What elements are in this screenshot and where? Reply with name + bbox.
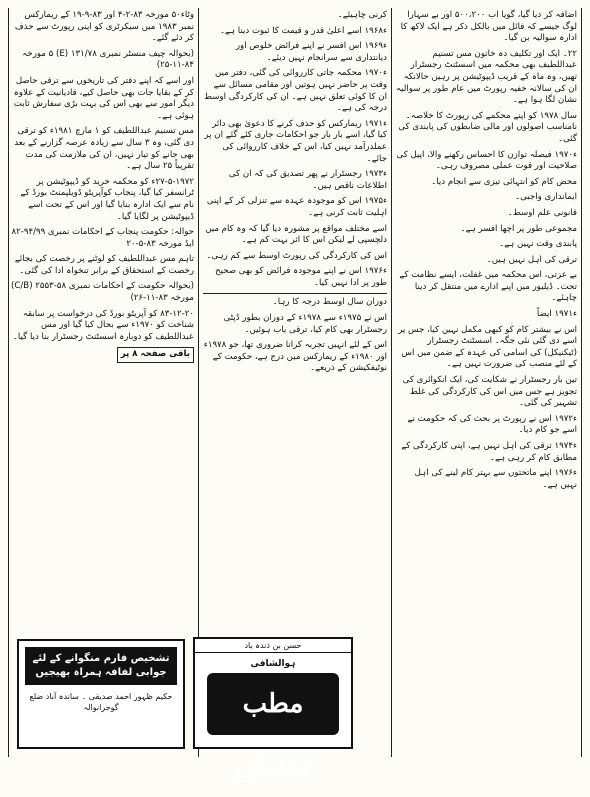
paragraph: (بحوالہ حکومت کے احکامات نمبری ۵۸-۲۵۵۳ (C/B) مورخہ ۸۳-۱۱-۲۶) [11, 281, 194, 304]
paragraph: ء۱۹۷۱ ایضاً [536, 309, 577, 320]
paragraph: ء۱۹۷۶ اپنے ماتحتوں سے بہتر کام لینے کی اہل نہیں ہے۔ [414, 468, 577, 490]
paragraph: ء۱۹۷۲ اس نے رپورٹ پر بحث کی کہ حکومت نے اسے جو کام دیا۔ [407, 413, 577, 436]
paragraph: ء۱۹۷۳ رجسٹرار نے پھر تصدیق کی کہ ان کی اطلاعات ناقص ہیں۔ [228, 169, 387, 191]
column-right [391, 8, 581, 757]
contact-line-2: جوابی لفافہ ہمراہ بھیجیں [35, 667, 167, 678]
paragraph: قانونی علم اوسط۔ [507, 207, 577, 218]
paragraph: ء۱۹۷۶ اس نے اپنے موجودہ فرائض کو بھی صحیح طور پر ادا نہیں کیا۔ [215, 266, 387, 288]
contact-box [17, 639, 185, 749]
paragraph: ء۱۹۶۸ اسے اعلیٰ قدر و قیمت کا ثبوت دینا ہے۔ [219, 25, 387, 36]
paragraph: مجموعی طور پر اچھا افسر ہے۔ [460, 223, 577, 234]
paragraph: اضافہ کر دیا گیا، گویا اب ۵۰۰،۲۰۰ اور بے سہارا لوگ جیسے کہ فائل میں بالکل ذکر ہے ایک لاکھ کا ادارہ سوالیہ بن گیا۔ [400, 10, 577, 44]
contact-address: حکیم ظہور احمد صدیقی ۔ ساندہ آباد ضلع گوجرانوالہ [29, 692, 173, 712]
paragraph: ۲۲۔ ایک اور تکلیف دہ خاتون مس تسنیم عبداللطیف بھی محکمہ میں اسسٹنٹ رجسٹرار تھیں، وہ ماہ کے قریب ڈیپوٹیشن پر رہیں حالانکہ ان کی سالانہ خفیہ رپورٹ میں عام طور پر سوالیہ نشان لگا ہوا ہے۔ [396, 48, 577, 106]
paragraph: ء۱۹۷۱ ریمارکس کو حذف کرنے کا دعویٰ بھی دائر کیا گیا، اسے بار بار جو احکامات جاری کئے گئے ان پر عملدرآمد نہیں کیا، اس کے خلاف کارروائی کی جائے۔ [204, 118, 387, 164]
paragraph: تاہم مس عبداللطیف کو لوٹنے پر رخصت کی بجائے رخصت کے استحقاق کے برابر تنخواہ ادا کی گئی۔ [14, 254, 194, 276]
contact-box-heading [25, 647, 177, 685]
paragraph: اسے مختلف مواقع پر مشورہ دیا گیا کہ وہ کام میں دلچسپی لے لیکن اس کا اثر بہت کم ہے۔ [205, 223, 387, 246]
clinic-advertisement [193, 637, 353, 781]
paragraph: ء۱۹۷۴ ترقی کی اہل نہیں ہے، اپنی کارکردگی کے مطابق کام کر رہی ہے۔ [401, 441, 577, 463]
paragraph: ایمانداری واجبی۔ [515, 192, 577, 203]
continued-note: باقی صفحہ ۸ پر [11, 347, 194, 363]
paragraph: ۲۷-۵-۱۹۷۲ء کو محکمہ خرید کو ڈیپوٹیشن پر ٹرانسفر کیا گیا، پنجاب کوآپریٹو ڈویلپمنٹ بورڈ کے نام سے ایک ادارہ بنایا گیا اور اس کے تحت اسے ڈیپوٹیشن پر لگایا گیا۔ [20, 176, 194, 222]
paragraph: ء۱۹۶۹ اس افسر نے اپنے فرائض خلوص اور دیانتداری سے سرانجام نہیں دیئے۔ [235, 41, 387, 63]
paragraph: پابندی وقت نہیں ہے۔ [499, 239, 577, 250]
paragraph: حوالہ: حکومت پنجاب کے احکامات نمبری ۹۴/۹۹-۸۲ ایڈ مورخہ ۸۳-۵-۲۰ [11, 227, 194, 249]
ad-subtitle: ہوالشافی [250, 659, 296, 669]
paragraph: اور اسے کہ اپنے دفتر کی تاریخوں سے ترقی حاصل کر کے بقایا جات بھی حاصل کیے، قادیانیت کے علاوہ دیگر امور سے بھی اس کی بہت بڑی سفارش ثابت ہوئی ہے۔ [13, 75, 194, 121]
paragraph: اس کے لئے انہیں تجربہ کرانا ضروری تھا، جو ۱۹۷۸ء اور ۱۹۸۰ء کے ریمارکس میں درج ہے، حکومت کے نوٹیفکیشن کے ذریعے۔ [203, 340, 387, 374]
clinic-logo: مطب صدیقی [207, 673, 339, 735]
paragraph: اس نے بیشتر کام کو کبھی مکمل نہیں کیا، جس پر اسے دی گئی نئی جگہ۔ اسسٹنٹ رجسٹرار (ٹیکنیکل) کی اسامی کی عہدہ کے ضمن میں اس کے لئے منصب کی ضرورت نہیں ہے۔ [398, 324, 577, 370]
paragraph: وٹاء۵۰ مورخہ ۸۳-۲-۴ اور ۸۳-۹-۱۹ کے ریمارکس نمبر ۱۹۸۳ میں سیکرٹری کو اپنی رپورٹ سے حذف کر دئے گئے۔ [14, 10, 194, 44]
paragraph: کرنی چاہیئے۔ [337, 10, 387, 20]
paragraph: بے عزتی، اس محکمہ میں غفلت، ایسے نظامت کے تحت۔ ڈیلیور میں اپنے ادارے میں منتقل کر دینا چاہئے۔ [399, 270, 577, 304]
paragraph: ء۱۹۷۰ فیصلہ توازن کا احساس رکھنے والا، اپیل کی صلاحیت اور قوت عملی مصروف رہی۔ [396, 149, 577, 172]
divider [203, 293, 387, 294]
paragraph: سال ۱۹۷۸ کو اپنے محکمے کی رپورٹ کا خلاصہ۔ نامناسب اصولوں اور مالی ضابطوں کی پابندی کی گئی۔ [398, 110, 577, 144]
paragraph: ۸۳-۱۲-۲۰ کو آپریٹو بورڈ کی درخواست پر سابقہ شناخت کو ۱۹۷۰ء سے بحال کیا گیا اور مس عبداللطیف کو دوبارہ اسسٹنٹ رجسٹرار بنا دیا گیا۔ [12, 308, 194, 342]
paragraph: محض کام کو انتہائی تیزی سے انجام دیا۔ [431, 176, 577, 187]
ad-top-text: حسن بن ذندہ باد [195, 639, 351, 653]
paragraph: ء۱۹۷۰ محکمہ جاتی کارروائی کی گئی، دفتر میں وقت پر حاضر نہیں ہوتیں اور مقامی مسائل سے ان کا کوئی تعلق نہیں ہے۔ ان کی کارکردگی اوسط درجہ کی ہے۔ [204, 68, 387, 114]
paragraph: اس کی کارکردگی کی رپورٹ اوسط سے کم رہی۔ [206, 250, 387, 261]
paragraph: مس تسنیم عبداللطیف کو ۱ مارچ ۱۹۸۱ء کو ترقی دی گئی، وہ ۳ سال سے زیادہ عرصہ گزارنے کے بعد بھی جانے کو تیار نہیں، ان کی ملازمت کی مدت تقریباً ۲۵ سال ہے۔ [14, 126, 194, 172]
paragraph: ء۱۹۷۵ اس کو موجودہ عہدہ سے تنزلی کر کے اپنی اہلیت ثابت کرنی ہے۔ [206, 196, 387, 218]
paragraph: ترقی کی اہل نہیں ہیں۔ [486, 254, 577, 265]
paragraph: دوران سال اوسط درجہ کا رہا۔ [272, 297, 387, 308]
contact-line-1: تشخیص فارم منگوانے کے لئے [32, 653, 170, 664]
paragraph: تین بار رجسٹرار نے شکایت کی، ایک انکوائری کی تجویز ہے جس میں اس کی کارکردگی کی غلط تشہیر کی گئی۔ [402, 375, 577, 409]
paragraph: (بحوالہ چیف منسٹر نمبری ۱۳۱/۷۸ (E) ۵ مورخہ ۸۴-۱۱-۲۵) [22, 48, 194, 71]
paragraph: اس نے ۱۹۷۵ء سے ۱۹۷۸ء کے دوران بطور ڈپٹی رجسٹرار بھی کام کیا، ترقی یاب ہوئیں۔ [223, 313, 387, 335]
newspaper-page [8, 8, 582, 781]
